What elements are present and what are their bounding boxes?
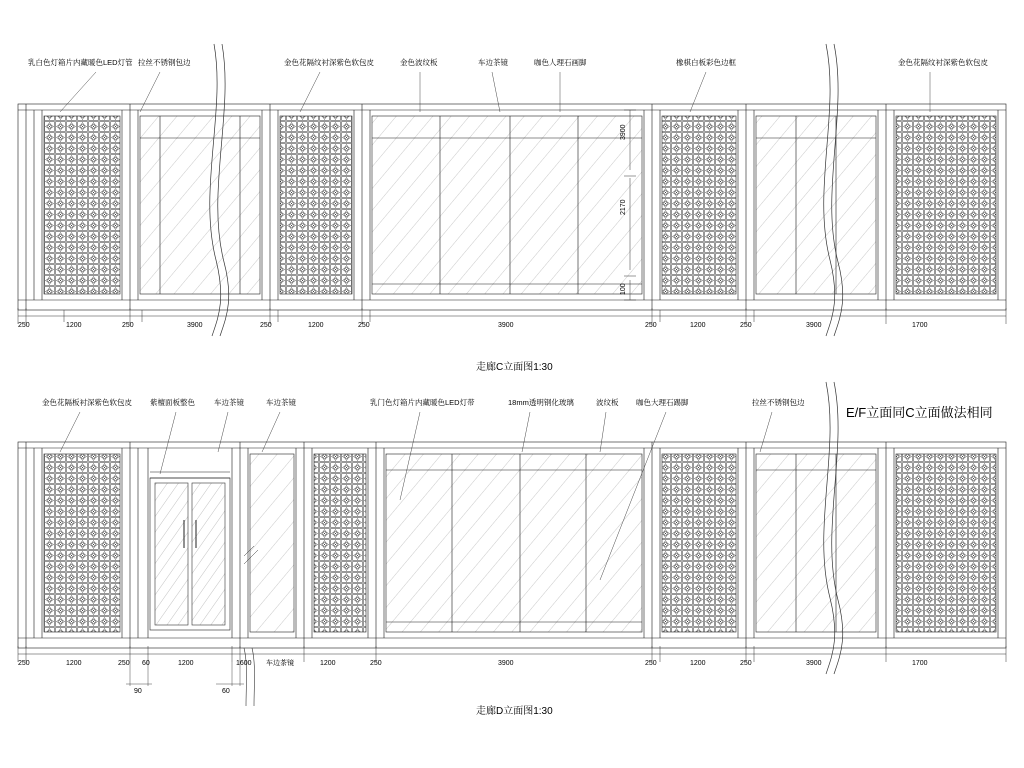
dim-d-7: 1200 (320, 660, 336, 667)
label-c-1: 拉丝不锈钢包边 (138, 58, 191, 67)
dim-c-12: 1700 (912, 322, 928, 329)
vdim-3900: 3900 (620, 124, 627, 140)
general-note: E/F立面同C立面做法相同 (846, 405, 993, 420)
label-d-3: 车边茶镜 (266, 398, 296, 407)
dim-c-0: 250 (18, 322, 30, 329)
label-d-4: 乳门色灯箱片内藏暖色LED灯带 (370, 398, 475, 407)
caption-elevation-d: 走廊D立面图1:30 (476, 706, 553, 717)
dim-c-8: 250 (645, 322, 657, 329)
dim-c-1: 1200 (66, 322, 82, 329)
dim-d-10: 250 (645, 660, 657, 667)
label-d-0: 金色花隔板衬深紫色软包皮 (42, 398, 132, 407)
dim-d-3: 60 (142, 660, 150, 667)
dim-c-7: 3900 (498, 322, 514, 329)
dim-d-6: 车边茶镜 (266, 660, 294, 667)
label-c-3: 金色波纹板 (400, 58, 438, 67)
label-d-2: 车边茶镜 (214, 398, 244, 407)
label-d-7: 咖色大理石踢脚 (636, 398, 689, 407)
dim-d-13: 3900 (806, 660, 822, 667)
label-c-0: 乳白色灯箱片内藏暖色LED灯管 (28, 58, 133, 67)
dim-c-6: 250 (358, 322, 370, 329)
dim-d-2: 250 (118, 660, 130, 667)
label-c-4: 车边茶镜 (478, 58, 508, 67)
label-c-5: 咖色人理石画脚 (534, 58, 587, 67)
label-d-1: 紫檀面板整色 (150, 398, 195, 407)
dim-d-14: 1700 (912, 660, 928, 667)
caption-elevation-c: 走廊C立面图1:30 (476, 362, 553, 373)
dim-c-5: 1200 (308, 322, 324, 329)
dim-d-4: 1200 (178, 660, 194, 667)
dim-d-9: 3900 (498, 660, 514, 667)
subdim-60: 60 (222, 688, 230, 695)
dim-c-10: 250 (740, 322, 752, 329)
dim-c-11: 3900 (806, 322, 822, 329)
vdim-100: 100 (620, 283, 627, 295)
dim-c-2: 250 (122, 322, 134, 329)
label-c-7: 金色花隔纹衬深紫色软包皮 (898, 58, 988, 67)
label-d-5: 18mm透明钢化玻璃 (508, 398, 574, 407)
subdim-90: 90 (134, 688, 142, 695)
vdim-2170: 2170 (620, 199, 627, 215)
dim-d-0: 250 (18, 660, 30, 667)
label-c-6: 橡棋白板彩色边框 (676, 58, 736, 67)
dim-d-1: 1200 (66, 660, 82, 667)
label-c-2: 金色花隔纹衬深紫色软包皮 (284, 58, 374, 67)
dim-d-11: 1200 (690, 660, 706, 667)
label-d-6: 波纹板 (596, 398, 619, 407)
dim-c-4: 250 (260, 322, 272, 329)
label-d-8: 拉丝不锈钢包边 (752, 398, 805, 407)
dim-c-3: 3900 (187, 322, 203, 329)
dim-d-12: 250 (740, 660, 752, 667)
dim-d-8: 250 (370, 660, 382, 667)
dim-d-5: 1600 (236, 660, 252, 667)
dim-c-9: 1200 (690, 322, 706, 329)
